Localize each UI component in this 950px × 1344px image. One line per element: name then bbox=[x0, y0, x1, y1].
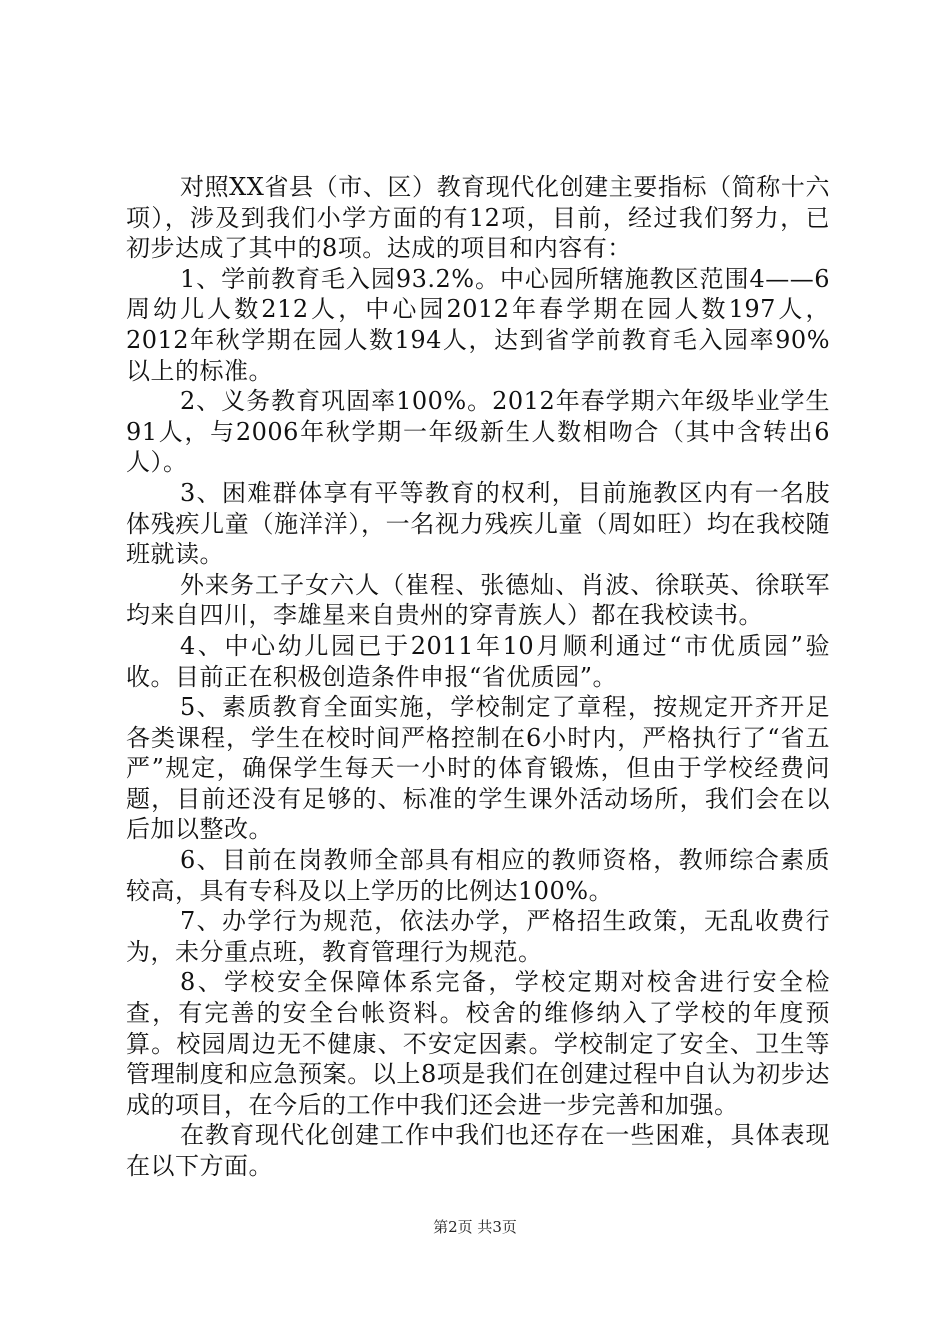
paragraph-item-1: 1、学前教育毛入园93.2%。中心园所辖施教区范围4——6周幼儿人数212人，中心园2012年春学期在园人数197人，2012年秋学期在园人数194人，达到省学前教育毛入园率90%以上的标准。 bbox=[126, 264, 830, 385]
paragraph-item-3-migrant: 外来务工子女六人（崔程、张德灿、肖波、徐联英、徐联军均来自四川，李雄星来自贵州的穿青族人）都在我校读书。 bbox=[126, 570, 830, 630]
paragraph-item-7: 7、办学行为规范，依法办学，严格招生政策，无乱收费行为，未分重点班，教育管理行为规范。 bbox=[126, 907, 830, 966]
paragraph-item-5: 5、素质教育全面实施，学校制定了章程，按规定开齐开足各类课程，学生在校时间严格控制在6小时内，严格执行了“省五严”规定，确保学生每天一小时的体育锻炼，但由于学校经费问题，目前还没有足够的、标准的学生课外活动场所，我们会在以后加以整改。 bbox=[126, 693, 830, 844]
paragraph-item-8: 8、学校安全保障体系完备，学校定期对校舍进行安全检查，有完善的安全台帐资料。校舍的维修纳入了学校的年度预算。校园周边无不健康、不安定因素。学校制定了安全、卫生等管理制度和应急预案。以上8项是我们在创建过程中自认为初步达成的项目，在今后的工作中我们还会进一步完善和加强。 bbox=[126, 968, 830, 1119]
paragraph-item-3: 3、困难群体享有平等教育的权利，目前施教区内有一名肢体残疾儿童（施洋洋），一名视力残疾儿童（周如旺）均在我校随班就读。 bbox=[126, 478, 830, 569]
paragraph-item-4: 4、中心幼儿园已于2011年10月顺利通过“市优质园”验收。目前正在积极创造条件申报“省优质园”。 bbox=[126, 631, 830, 691]
paragraph-intro: 对照XX省县（市、区）教育现代化创建主要指标（简称十六项），涉及到我们小学方面的有12项，目前，经过我们努力，已初步达成了其中的8项。达成的项目和内容有： bbox=[126, 173, 830, 263]
page-footer bbox=[0, 1216, 950, 1237]
paragraph-item-2: 2、义务教育巩固率100%。2012年春学期六年级毕业学生91人，与2006年秋学期一年级新生人数相吻合（其中含转出6人）。 bbox=[126, 387, 830, 477]
document-body bbox=[126, 172, 830, 1182]
page-number: 第2页 共3页 bbox=[433, 1218, 517, 1236]
paragraph-difficulties: 在教育现代化创建工作中我们也还存在一些困难，具体表现在以下方面。 bbox=[126, 1121, 830, 1180]
paragraph-item-6: 6、目前在岗教师全部具有相应的教师资格，教师综合素质较高，具有专科及以上学历的比例达100%。 bbox=[126, 846, 830, 905]
